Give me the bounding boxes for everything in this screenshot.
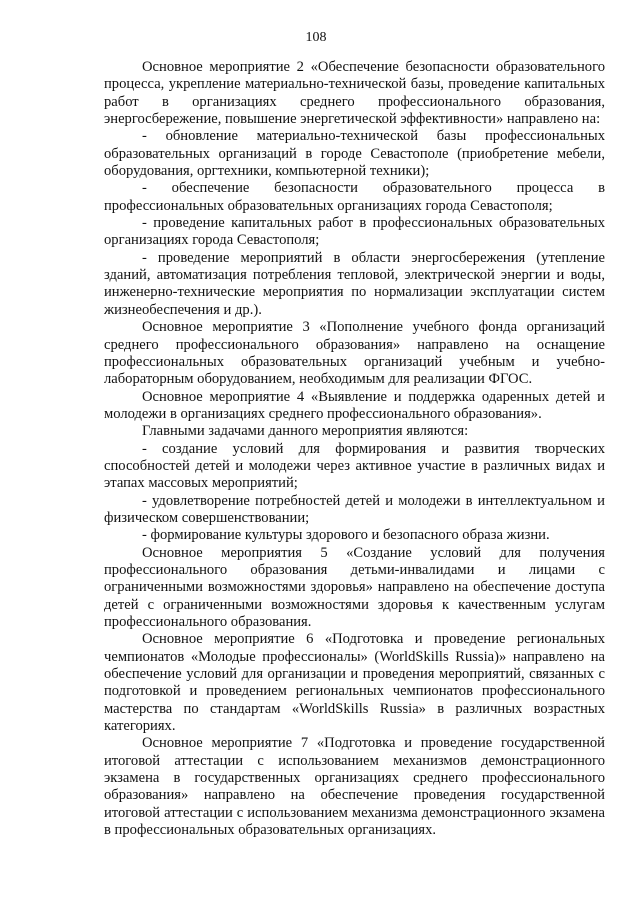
list-item-intellectual-needs: - удовлетворение потребностей детей и молодежи в интеллектуальном и физическом совершенствовании; <box>104 492 605 526</box>
list-item-healthy-lifestyle: - формирование культуры здорового и безопасного образа жизни. <box>142 527 550 544</box>
paragraph-tasks-intro: Главными задачами данного мероприятия являются: <box>142 423 469 440</box>
list-item-creative-abilities: - создание условий для формирования и развития творческих способностей детей и молодежи через активное участие в различных видах и этапах массовых мероприятий; <box>104 440 605 492</box>
paragraph-measure-5: Основное мероприятия 5 «Создание условий для получения профессионального образования детьми-инвалидами и лицами с ограниченными возможностями здоровья» направлено на обеспечение доступа детей с ограниченными возможностями здоровья к качественным услугам профессионального образования. <box>104 544 605 630</box>
paragraph-measure-7: Основное мероприятие 7 «Подготовка и проведение государственной итоговой аттестации с использованием механизмов демонстрационного экзамена в государственных организациях среднего профессионального образования» направлено на обеспечение проведения государственной итоговой аттестации с использованием механизма демонстрационного экзамена в профессиональных образовательных организациях. <box>104 735 605 839</box>
list-item-capital-works: - проведение капитальных работ в профессиональных образовательных организациях города Севастополя; <box>104 215 605 249</box>
paragraph-measure-3: Основное мероприятие 3 «Пополнение учебного фонда организаций среднего профессионального образования» направлено на оснащение профессиональных образовательных организаций учебным и учебно-лабораторным оборудованием, необходимым для реализации ФГОС. <box>104 319 605 388</box>
list-item-safety: - обеспечение безопасности образовательного процесса в профессиональных образовательных организациях города Севастополя; <box>104 180 605 214</box>
paragraph-measure-2: Основное мероприятие 2 «Обеспечение безопасности образовательного процесса, укрепление материально-технической базы, проведение капитальных работ в организациях среднего профессионального образования, энергосбережение, повышение энергетической эффективности» направлено на: <box>104 59 605 128</box>
page-number: 108 <box>305 30 327 45</box>
list-item-energy-saving: - проведение мероприятий в области энергосбережения (утепление зданий, автоматизация потребления тепловой, электрической энергии и воды, инженерно-технические мероприятия по нормализации эксплуатации систем жизнеобеспечения и др.). <box>104 249 605 318</box>
paragraph-measure-4: Основное мероприятие 4 «Выявление и поддержка одаренных детей и молодежи в организациях среднего профессионального образования». <box>104 388 605 422</box>
list-item-material-base: - обновление материально-технической базы профессиональных образовательных организаций в городе Севастополе (приобретение мебели, оборудования, оргтехники, компьютерной техники); <box>104 128 605 180</box>
document-body <box>104 59 605 839</box>
paragraph-measure-6: Основное мероприятие 6 «Подготовка и проведение региональных чемпионатов «Молодые профессионалы» (WorldSkills Russia)» направлено на обеспечение условий для организации и проведения мероприятий, связанных с подготовкой и проведением региональных чемпионатов профессионального мастерства по стандартам «WorldSkills Russia» в различных возрастных категориях. <box>104 631 605 735</box>
